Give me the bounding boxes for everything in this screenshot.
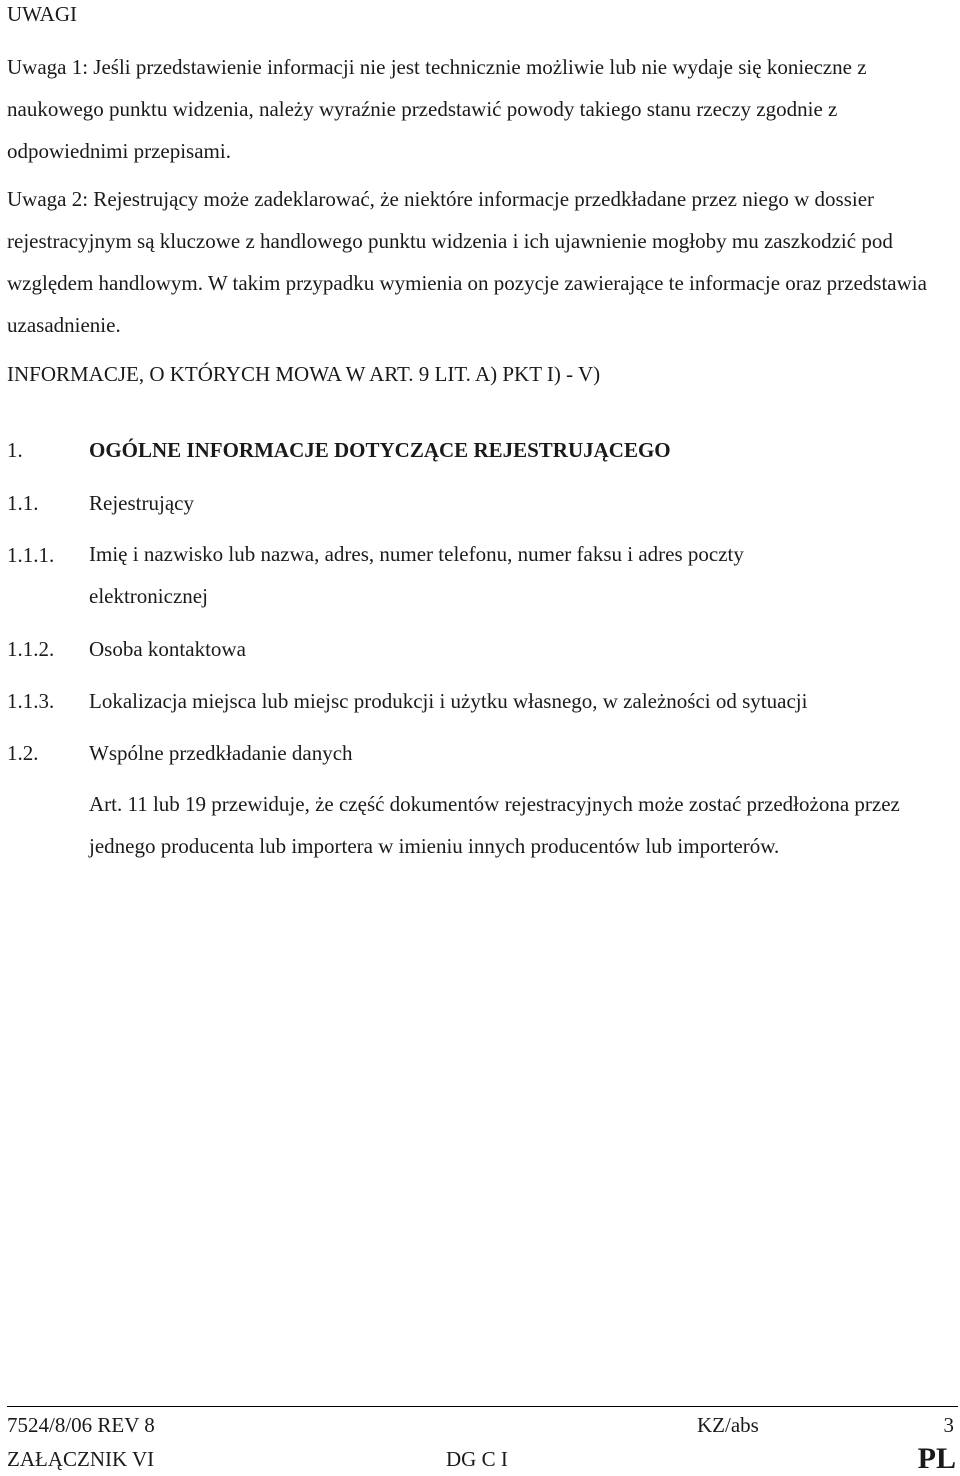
note-1: Uwaga 1: Jeśli przedstawienie informacji nie jest technicznie możliwie lub nie wydaje się konieczne z naukowego punktu widzenia, należy wyraźnie przedstawić powody takiego stanu rzeczy zgodnie z odpowiednimi przepisami. — [7, 55, 867, 163]
art-paragraph: Art. 11 lub 19 przewiduje, że część dokumentów rejestracyjnych może zostać przedłożona przez jednego producenta lub importera w imieniu innych producentów lub importerów. — [89, 792, 900, 858]
section-title: Osoba kontaktowa — [89, 637, 246, 661]
section-number: 1. — [7, 438, 23, 462]
info-heading: INFORMACJE, O KTÓRYCH MOWA W ART. 9 LIT. A) PKT I) - V) — [7, 362, 601, 386]
section-title: OGÓLNE INFORMACJE DOTYCZĄCE REJESTRUJĄCEGO — [89, 438, 671, 462]
footer-initials: KZ/abs — [697, 1413, 759, 1437]
section-number: 1.1.1. — [7, 543, 55, 567]
footer-doc-ref: 7524/8/06 REV 8 — [7, 1413, 155, 1437]
section-title: Imię i nazwisko lub nazwa, adres, numer telefonu, numer faksu i adres poczty elektronicznej — [89, 542, 744, 608]
section-number: 1.1.3. — [7, 689, 55, 713]
footer-language: PL — [917, 1442, 956, 1475]
page-heading: UWAGI — [7, 2, 77, 26]
section-number: 1.1.2. — [7, 637, 55, 661]
section-number: 1.1. — [7, 491, 39, 515]
section-title: Wspólne przedkładanie danych — [89, 741, 353, 765]
footer-annex: ZAŁĄCZNIK VI — [7, 1447, 155, 1471]
footer-page-number: 3 — [943, 1413, 954, 1437]
section-title: Lokalizacja miejsca lub miejsc produkcji i użytku własnego, w zależności od sytuacji — [89, 689, 808, 713]
note-2: Uwaga 2: Rejestrujący może zadeklarować, że niektóre informacje przedkładane przez niego w dossier rejestracyjnym są kluczowe z handlowego punktu widzenia i ich ujawnienie mogłoby mu zaszkodzić pod względem handlowym. W takim przypadku wymienia on pozycje zawierające te informacje oraz przedstawia uzasadnienie. — [7, 187, 927, 337]
section-number: 1.2. — [7, 741, 39, 765]
footer-dg: DG C I — [446, 1447, 508, 1471]
footer-divider — [7, 1406, 958, 1407]
section-title: Rejestrujący — [89, 491, 194, 515]
